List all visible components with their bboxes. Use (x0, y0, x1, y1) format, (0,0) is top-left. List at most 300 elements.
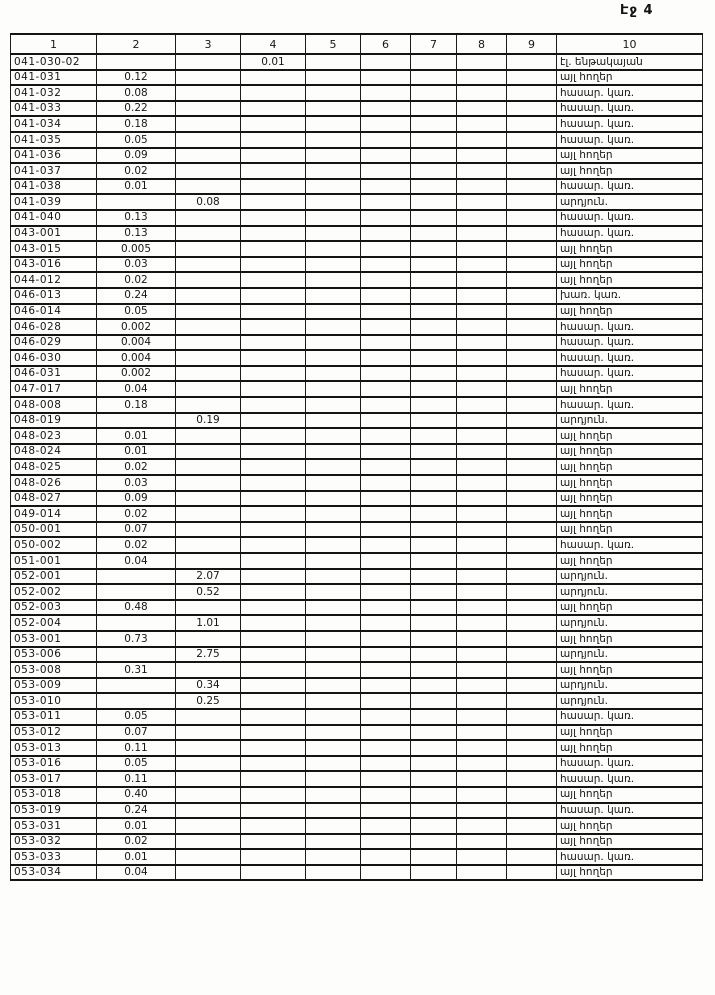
empty-col6-cell (361, 834, 411, 850)
empty-col9-cell (507, 600, 557, 616)
value-col4-cell (241, 366, 306, 382)
empty-col7-cell (411, 459, 457, 475)
empty-col8-cell (457, 70, 507, 86)
empty-col6-cell (361, 163, 411, 179)
value-col3-cell (176, 756, 241, 772)
empty-col8-cell (457, 319, 507, 335)
table-row (11, 537, 703, 553)
empty-col6-cell (361, 148, 411, 164)
value-col4-cell (241, 647, 306, 663)
empty-col7-cell (411, 491, 457, 507)
empty-col7-cell (411, 771, 457, 787)
empty-col6-cell (361, 304, 411, 320)
land-use-label-cell: հասար. կառ. (557, 101, 703, 117)
value-col4-cell (241, 756, 306, 772)
parcel-code-cell: 053-011 (11, 709, 97, 725)
value-col3-cell (176, 257, 241, 273)
empty-col7-cell (411, 553, 457, 569)
value-col4-cell (241, 163, 306, 179)
value-col2-cell (97, 584, 176, 600)
value-col2-cell: 0.03 (97, 475, 176, 491)
empty-col7-cell (411, 132, 457, 148)
value-col4-cell (241, 148, 306, 164)
empty-col6-cell (361, 771, 411, 787)
value-col2-cell: 0.01 (97, 444, 176, 460)
value-col3-cell (176, 366, 241, 382)
empty-col8-cell (457, 101, 507, 117)
empty-col7-cell (411, 787, 457, 803)
table-row (11, 101, 703, 117)
table-row (11, 413, 703, 429)
value-col3-cell (176, 787, 241, 803)
value-col3-cell (176, 553, 241, 569)
value-col2-cell: 0.09 (97, 148, 176, 164)
value-col4-cell (241, 615, 306, 631)
land-use-label-cell: այլ հողեր (557, 381, 703, 397)
value-col4-cell (241, 226, 306, 242)
land-use-label-cell: հասար. կառ. (557, 210, 703, 226)
value-col2-cell: 0.05 (97, 304, 176, 320)
value-col2-cell: 0.05 (97, 709, 176, 725)
table-row (11, 444, 703, 460)
value-col2-cell (97, 54, 176, 70)
table-row (11, 834, 703, 850)
value-col2-cell: 0.02 (97, 163, 176, 179)
empty-col7-cell (411, 725, 457, 741)
empty-col6-cell (361, 600, 411, 616)
parcel-code-cell: 041-034 (11, 116, 97, 132)
column-header: 7 (411, 34, 457, 54)
parcel-code-cell: 041-036 (11, 148, 97, 164)
value-col2-cell: 0.24 (97, 288, 176, 304)
value-col3-cell (176, 725, 241, 741)
value-col2-cell: 0.05 (97, 756, 176, 772)
empty-col7-cell (411, 257, 457, 273)
empty-col9-cell (507, 584, 557, 600)
empty-col7-cell (411, 428, 457, 444)
value-col2-cell: 0.11 (97, 771, 176, 787)
empty-col9-cell (507, 849, 557, 865)
column-header: 1 (11, 34, 97, 54)
empty-col7-cell (411, 226, 457, 242)
empty-col7-cell (411, 210, 457, 226)
value-col3-cell (176, 85, 241, 101)
empty-col5-cell (306, 849, 361, 865)
empty-col8-cell (457, 491, 507, 507)
empty-col6-cell (361, 865, 411, 881)
empty-col9-cell (507, 537, 557, 553)
land-use-label-cell: հասար. կառ. (557, 116, 703, 132)
empty-col7-cell (411, 834, 457, 850)
empty-col9-cell (507, 491, 557, 507)
parcel-code-cell: 053-019 (11, 803, 97, 819)
parcel-code-cell: 041-033 (11, 101, 97, 117)
value-col3-cell (176, 849, 241, 865)
empty-col8-cell (457, 366, 507, 382)
value-col2-cell: 0.04 (97, 381, 176, 397)
empty-col9-cell (507, 366, 557, 382)
empty-col8-cell (457, 194, 507, 210)
value-col4-cell (241, 740, 306, 756)
value-col3-cell: 0.34 (176, 678, 241, 694)
empty-col6-cell (361, 257, 411, 273)
empty-col5-cell (306, 101, 361, 117)
empty-col7-cell (411, 335, 457, 351)
empty-col5-cell (306, 803, 361, 819)
value-col3-cell (176, 834, 241, 850)
empty-col5-cell (306, 428, 361, 444)
land-use-label-cell: հասար. կառ. (557, 335, 703, 351)
value-col3-cell (176, 226, 241, 242)
empty-col7-cell (411, 693, 457, 709)
value-col4-cell (241, 725, 306, 741)
empty-col6-cell (361, 647, 411, 663)
land-use-label-cell: այլ հողեր (557, 475, 703, 491)
parcel-code-cell: 053-018 (11, 787, 97, 803)
empty-col6-cell (361, 553, 411, 569)
value-col2-cell: 0.02 (97, 272, 176, 288)
empty-col5-cell (306, 615, 361, 631)
land-use-label-cell: այլ հողեր (557, 459, 703, 475)
table-row (11, 787, 703, 803)
value-col3-cell: 0.19 (176, 413, 241, 429)
empty-col5-cell (306, 194, 361, 210)
value-col4-cell (241, 304, 306, 320)
empty-col9-cell (507, 647, 557, 663)
empty-col8-cell (457, 725, 507, 741)
value-col4-cell (241, 584, 306, 600)
value-col4-cell (241, 834, 306, 850)
empty-col6-cell (361, 849, 411, 865)
value-col3-cell (176, 803, 241, 819)
value-col4-cell (241, 600, 306, 616)
empty-col5-cell (306, 553, 361, 569)
parcel-code-cell: 053-034 (11, 865, 97, 881)
parcel-code-cell: 048-026 (11, 475, 97, 491)
land-use-label-cell: հասար. կառ. (557, 226, 703, 242)
value-col4-cell (241, 101, 306, 117)
value-col4-cell (241, 537, 306, 553)
empty-col7-cell (411, 272, 457, 288)
value-col4-cell (241, 179, 306, 195)
empty-col7-cell (411, 569, 457, 585)
land-use-label-cell: այլ հողեր (557, 506, 703, 522)
value-col3-cell (176, 662, 241, 678)
empty-col8-cell (457, 272, 507, 288)
land-use-label-cell: այլ հողեր (557, 257, 703, 273)
parcel-code-cell: 046-014 (11, 304, 97, 320)
parcel-code-cell: 053-006 (11, 647, 97, 663)
empty-col9-cell (507, 475, 557, 491)
empty-col7-cell (411, 304, 457, 320)
empty-col5-cell (306, 865, 361, 881)
value-col4-cell (241, 693, 306, 709)
empty-col9-cell (507, 803, 557, 819)
value-col2-cell: 0.02 (97, 459, 176, 475)
table-row (11, 335, 703, 351)
empty-col5-cell (306, 756, 361, 772)
empty-col5-cell (306, 335, 361, 351)
empty-col5-cell (306, 210, 361, 226)
land-use-label-cell: այլ հողեր (557, 148, 703, 164)
empty-col7-cell (411, 647, 457, 663)
empty-col5-cell (306, 834, 361, 850)
empty-col5-cell (306, 709, 361, 725)
parcel-code-cell: 053-032 (11, 834, 97, 850)
empty-col7-cell (411, 85, 457, 101)
land-use-label-cell: այլ հողեր (557, 444, 703, 460)
empty-col8-cell (457, 459, 507, 475)
empty-col8-cell (457, 350, 507, 366)
value-col2-cell: 0.13 (97, 226, 176, 242)
empty-col8-cell (457, 241, 507, 257)
value-col4-cell (241, 194, 306, 210)
empty-col8-cell (457, 116, 507, 132)
value-col4-cell (241, 257, 306, 273)
value-col3-cell (176, 70, 241, 86)
empty-col6-cell (361, 506, 411, 522)
value-col2-cell: 0.004 (97, 335, 176, 351)
parcel-code-cell: 041-030-02 (11, 54, 97, 70)
empty-col5-cell (306, 54, 361, 70)
land-use-label-cell: արդյուն. (557, 569, 703, 585)
empty-col9-cell (507, 459, 557, 475)
value-col4-cell (241, 116, 306, 132)
value-col2-cell: 0.31 (97, 662, 176, 678)
empty-col5-cell (306, 693, 361, 709)
value-col3-cell (176, 740, 241, 756)
value-col2-cell: 0.01 (97, 849, 176, 865)
empty-col5-cell (306, 70, 361, 86)
empty-col9-cell (507, 756, 557, 772)
value-col3-cell (176, 522, 241, 538)
empty-col8-cell (457, 647, 507, 663)
parcel-code-cell: 053-009 (11, 678, 97, 694)
value-col4-cell (241, 771, 306, 787)
value-col3-cell (176, 444, 241, 460)
table-row (11, 475, 703, 491)
land-use-label-cell: այլ հողեր (557, 70, 703, 86)
value-col2-cell: 0.09 (97, 491, 176, 507)
value-col3-cell (176, 272, 241, 288)
empty-col8-cell (457, 693, 507, 709)
empty-col9-cell (507, 226, 557, 242)
parcel-code-cell: 052-002 (11, 584, 97, 600)
empty-col8-cell (457, 148, 507, 164)
value-col2-cell: 0.002 (97, 319, 176, 335)
land-use-label-cell: այլ հողեր (557, 631, 703, 647)
parcel-code-cell: 046-031 (11, 366, 97, 382)
parcel-code-cell: 052-004 (11, 615, 97, 631)
empty-col8-cell (457, 335, 507, 351)
land-use-label-cell: հասար. կառ. (557, 366, 703, 382)
value-col2-cell (97, 647, 176, 663)
empty-col5-cell (306, 818, 361, 834)
land-use-label-cell: արդյուն. (557, 615, 703, 631)
empty-col8-cell (457, 849, 507, 865)
table-row (11, 647, 703, 663)
empty-col8-cell (457, 210, 507, 226)
empty-col9-cell (507, 179, 557, 195)
table-row (11, 148, 703, 164)
empty-col8-cell (457, 803, 507, 819)
empty-col7-cell (411, 662, 457, 678)
empty-col5-cell (306, 116, 361, 132)
empty-col9-cell (507, 101, 557, 117)
empty-col8-cell (457, 413, 507, 429)
empty-col5-cell (306, 366, 361, 382)
land-use-label-cell: արդյուն. (557, 194, 703, 210)
table-row (11, 803, 703, 819)
empty-col7-cell (411, 194, 457, 210)
empty-col8-cell (457, 506, 507, 522)
value-col4-cell (241, 459, 306, 475)
value-col4-cell: 0.01 (241, 54, 306, 70)
value-col2-cell: 0.40 (97, 787, 176, 803)
page-number: Էջ 4 (620, 3, 654, 18)
value-col4-cell (241, 522, 306, 538)
empty-col5-cell (306, 288, 361, 304)
value-col4-cell (241, 569, 306, 585)
value-col4-cell (241, 241, 306, 257)
empty-col7-cell (411, 163, 457, 179)
parcel-code-cell: 048-025 (11, 459, 97, 475)
value-col2-cell: 0.02 (97, 537, 176, 553)
empty-col6-cell (361, 709, 411, 725)
empty-col8-cell (457, 584, 507, 600)
land-use-label-cell: հասար. կառ. (557, 85, 703, 101)
empty-col6-cell (361, 210, 411, 226)
empty-col8-cell (457, 179, 507, 195)
table-row (11, 381, 703, 397)
empty-col5-cell (306, 148, 361, 164)
empty-col8-cell (457, 834, 507, 850)
empty-col8-cell (457, 865, 507, 881)
empty-col5-cell (306, 662, 361, 678)
empty-col5-cell (306, 584, 361, 600)
empty-col5-cell (306, 381, 361, 397)
table-row (11, 693, 703, 709)
parcel-code-cell: 041-032 (11, 85, 97, 101)
empty-col7-cell (411, 70, 457, 86)
land-use-label-cell: հասար. կառ. (557, 756, 703, 772)
value-col3-cell: 0.08 (176, 194, 241, 210)
table-row (11, 849, 703, 865)
empty-col9-cell (507, 740, 557, 756)
empty-col9-cell (507, 678, 557, 694)
land-use-label-cell: հասար. կառ. (557, 849, 703, 865)
value-col2-cell: 0.73 (97, 631, 176, 647)
land-use-label-cell: այլ հողեր (557, 163, 703, 179)
value-col2-cell: 0.07 (97, 725, 176, 741)
land-use-label-cell: հասար. կառ. (557, 179, 703, 195)
table-row (11, 428, 703, 444)
parcel-code-cell: 049-014 (11, 506, 97, 522)
empty-col6-cell (361, 615, 411, 631)
value-col3-cell: 0.52 (176, 584, 241, 600)
value-col3-cell: 2.07 (176, 569, 241, 585)
parcel-code-cell: 053-010 (11, 693, 97, 709)
parcel-code-cell: 046-028 (11, 319, 97, 335)
empty-col7-cell (411, 116, 457, 132)
value-col3-cell: 0.25 (176, 693, 241, 709)
land-use-label-cell: այլ հողեր (557, 491, 703, 507)
empty-col9-cell (507, 522, 557, 538)
empty-col6-cell (361, 101, 411, 117)
empty-col6-cell (361, 179, 411, 195)
empty-col9-cell (507, 148, 557, 164)
value-col3-cell (176, 397, 241, 413)
value-col4-cell (241, 381, 306, 397)
land-use-label-cell: այլ հողեր (557, 272, 703, 288)
empty-col9-cell (507, 693, 557, 709)
column-header: 2 (97, 34, 176, 54)
value-col2-cell: 0.04 (97, 553, 176, 569)
land-use-label-cell: արդյուն. (557, 584, 703, 600)
land-use-label-cell: արդյուն. (557, 678, 703, 694)
land-use-label-cell: այլ հողեր (557, 740, 703, 756)
value-col4-cell (241, 319, 306, 335)
empty-col7-cell (411, 366, 457, 382)
value-col3-cell (176, 288, 241, 304)
parcel-code-cell: 053-012 (11, 725, 97, 741)
value-col2-cell: 0.24 (97, 803, 176, 819)
parcel-code-cell: 041-035 (11, 132, 97, 148)
empty-col8-cell (457, 54, 507, 70)
empty-col5-cell (306, 444, 361, 460)
empty-col7-cell (411, 54, 457, 70)
parcel-code-cell: 048-023 (11, 428, 97, 444)
parcel-code-cell: 043-001 (11, 226, 97, 242)
value-col2-cell: 0.03 (97, 257, 176, 273)
empty-col9-cell (507, 381, 557, 397)
value-col3-cell: 1.01 (176, 615, 241, 631)
empty-col6-cell (361, 740, 411, 756)
empty-col7-cell (411, 740, 457, 756)
value-col4-cell (241, 350, 306, 366)
empty-col6-cell (361, 319, 411, 335)
empty-col7-cell (411, 413, 457, 429)
empty-col6-cell (361, 584, 411, 600)
land-use-label-cell: այլ հողեր (557, 834, 703, 850)
empty-col9-cell (507, 834, 557, 850)
empty-col6-cell (361, 491, 411, 507)
value-col4-cell (241, 70, 306, 86)
land-use-label-cell: այլ հողեր (557, 787, 703, 803)
value-col2-cell: 0.005 (97, 241, 176, 257)
empty-col9-cell (507, 132, 557, 148)
empty-col7-cell (411, 319, 457, 335)
parcel-code-cell: 052-003 (11, 600, 97, 616)
value-col2-cell: 0.01 (97, 179, 176, 195)
value-col3-cell (176, 319, 241, 335)
land-use-label-cell: արդյուն. (557, 693, 703, 709)
empty-col7-cell (411, 397, 457, 413)
land-use-label-cell: էլ. ենթակայան (557, 54, 703, 70)
empty-col9-cell (507, 725, 557, 741)
empty-col6-cell (361, 569, 411, 585)
value-col4-cell (241, 818, 306, 834)
empty-col8-cell (457, 615, 507, 631)
empty-col5-cell (306, 319, 361, 335)
value-col3-cell (176, 631, 241, 647)
table-row (11, 85, 703, 101)
table-row (11, 194, 703, 210)
land-use-label-cell: հասար. կառ. (557, 397, 703, 413)
empty-col5-cell (306, 163, 361, 179)
empty-col5-cell (306, 787, 361, 803)
table-row (11, 615, 703, 631)
